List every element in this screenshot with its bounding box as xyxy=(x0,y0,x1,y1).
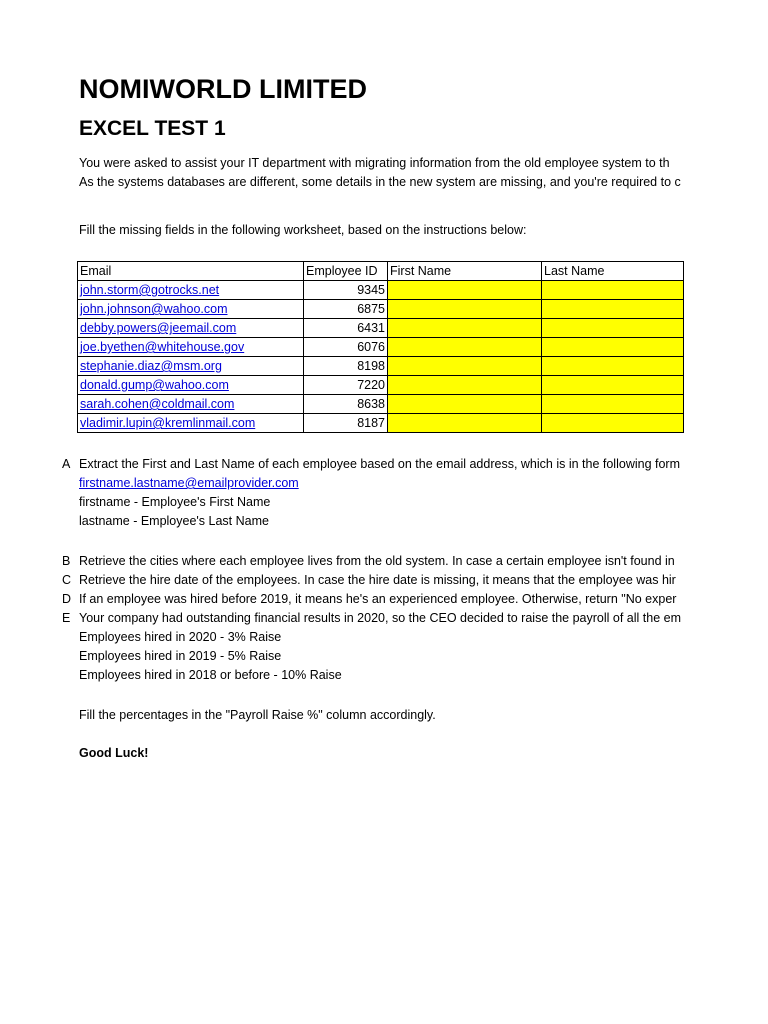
first-name-cell[interactable] xyxy=(388,338,542,357)
raise-2018: Employees hired in 2018 or before - 10% Raise xyxy=(79,668,342,682)
last-name-cell[interactable] xyxy=(542,376,684,395)
email-cell xyxy=(78,338,304,357)
email-cell xyxy=(78,357,304,376)
table-row xyxy=(78,319,684,338)
intro-line-1: You were asked to assist your IT department with migrating information from the old employee system to th xyxy=(79,156,670,170)
test-title: EXCEL TEST 1 xyxy=(79,117,226,140)
intro-line-2: As the systems databases are different, some details in the new system are missing, and you're required to c xyxy=(79,175,681,189)
closing-text: Good Luck! xyxy=(79,746,149,760)
employee-id-cell[interactable]: 8198 xyxy=(304,357,388,376)
last-name-cell[interactable] xyxy=(542,281,684,300)
header-email: Email xyxy=(78,262,304,281)
instruction-d: If an employee was hired before 2019, it means he's an experienced employee. Otherwise, return "No exper xyxy=(79,592,677,606)
percent-instruction: Fill the percentages in the "Payroll Raise %" column accordingly. xyxy=(79,708,436,722)
email-cell xyxy=(78,376,304,395)
email-cell xyxy=(78,395,304,414)
first-name-cell[interactable] xyxy=(388,376,542,395)
email-link[interactable]: john.storm@gotrocks.net xyxy=(80,283,220,297)
fill-instruction: Fill the missing fields in the following worksheet, based on the instructions below: xyxy=(79,223,527,237)
employee-id-cell[interactable]: 6875 xyxy=(304,300,388,319)
firstname-definition: firstname - Employee's First Name xyxy=(79,495,271,509)
header-employee-id: Employee ID xyxy=(304,262,388,281)
instruction-b: Retrieve the cities where each employee lives from the old system. In case a certain employee isn't found in xyxy=(79,554,675,568)
header-first-name: First Name xyxy=(388,262,542,281)
first-name-cell[interactable] xyxy=(388,319,542,338)
instruction-label-d: D xyxy=(62,592,72,606)
instruction-label-c: C xyxy=(62,573,72,587)
table-row xyxy=(78,338,684,357)
email-cell xyxy=(78,414,304,433)
last-name-cell[interactable] xyxy=(542,357,684,376)
table-row xyxy=(78,395,684,414)
email-link[interactable]: debby.powers@jeemail.com xyxy=(80,321,237,335)
last-name-cell[interactable] xyxy=(542,395,684,414)
employee-id-cell[interactable]: 8187 xyxy=(304,414,388,433)
email-link[interactable]: vladimir.lupin@kremlinmail.com xyxy=(80,416,256,430)
email-link[interactable]: sarah.cohen@coldmail.com xyxy=(80,397,235,411)
employee-id-cell[interactable]: 6076 xyxy=(304,338,388,357)
table-row xyxy=(78,414,684,433)
raise-2019: Employees hired in 2019 - 5% Raise xyxy=(79,649,282,663)
first-name-cell[interactable] xyxy=(388,300,542,319)
table-row xyxy=(78,300,684,319)
email-cell xyxy=(78,281,304,300)
last-name-cell[interactable] xyxy=(542,319,684,338)
table-header-row xyxy=(78,262,684,281)
email-cell xyxy=(78,319,304,338)
instruction-label-a: A xyxy=(62,457,71,471)
raise-2020: Employees hired in 2020 - 3% Raise xyxy=(79,630,282,644)
instruction-label-e: E xyxy=(62,611,71,625)
instruction-c: Retrieve the hire date of the employees. In case the hire date is missing, it means that the employee was hir xyxy=(79,573,676,587)
email-link[interactable]: john.johnson@wahoo.com xyxy=(80,302,228,316)
first-name-cell[interactable] xyxy=(388,395,542,414)
first-name-cell[interactable] xyxy=(388,281,542,300)
email-cell xyxy=(78,300,304,319)
employee-id-cell[interactable]: 9345 xyxy=(304,281,388,300)
last-name-cell[interactable] xyxy=(542,338,684,357)
instruction-e: Your company had outstanding financial results in 2020, so the CEO decided to raise the payroll of all the em xyxy=(79,611,681,625)
employee-id-cell[interactable]: 7220 xyxy=(304,376,388,395)
header-last-name: Last Name xyxy=(542,262,684,281)
format-link-line xyxy=(79,474,684,493)
first-name-cell[interactable] xyxy=(388,357,542,376)
first-name-cell[interactable] xyxy=(388,414,542,433)
lastname-definition: lastname - Employee's Last Name xyxy=(79,514,269,528)
email-link[interactable]: donald.gump@wahoo.com xyxy=(80,378,229,392)
last-name-cell[interactable] xyxy=(542,414,684,433)
last-name-cell[interactable] xyxy=(542,300,684,319)
company-title: NOMIWORLD LIMITED xyxy=(79,74,367,104)
email-link[interactable]: joe.byethen@whitehouse.gov xyxy=(80,340,245,354)
employee-table xyxy=(77,261,684,433)
table-row xyxy=(78,376,684,395)
instruction-a: Extract the First and Last Name of each employee based on the email address, which is in the following form xyxy=(79,457,680,471)
instruction-label-b: B xyxy=(62,554,71,568)
employee-id-cell[interactable]: 6431 xyxy=(304,319,388,338)
email-link[interactable]: stephanie.diaz@msm.org xyxy=(80,359,222,373)
table-row xyxy=(78,357,684,376)
employee-id-cell[interactable]: 8638 xyxy=(304,395,388,414)
table-row xyxy=(78,281,684,300)
format-example-link[interactable]: firstname.lastname@emailprovider.com xyxy=(79,476,299,490)
